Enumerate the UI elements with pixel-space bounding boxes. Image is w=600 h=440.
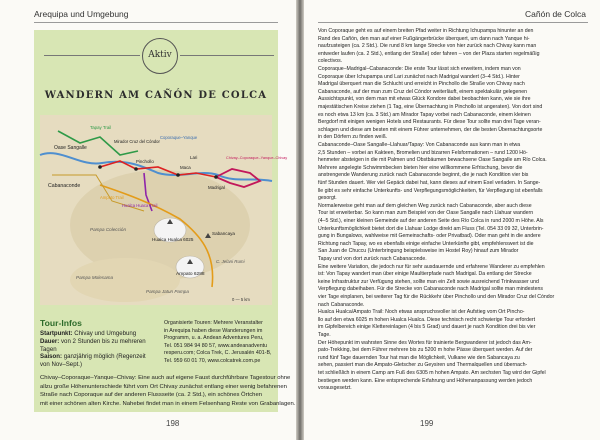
body-text-line: nach Cabanaconde. bbox=[318, 301, 365, 308]
label-ampato-trail: Ampato Trail bbox=[100, 195, 124, 200]
body-text-line: es noch etwa 13 km (ca. 3 Std.) am Mirador Tapay vorbei nach Cabanaconde, einem kleinen bbox=[318, 111, 531, 118]
tour-infos-heading: Tour-Infos bbox=[40, 318, 82, 328]
body-text-line: in den Dörfern zu finden weiß. bbox=[318, 134, 388, 141]
body-text-line: fünf Stunden dauert. Wer viel Gepäck dabei hat, kann dieses auf einem Esel verladen. In Sange- bbox=[318, 180, 541, 186]
body-text-line: Der Höhepunkt im wahrsten Sinne des Wortes für trainierte Bergwanderer ist jedoch das Am- bbox=[318, 339, 532, 346]
body-text-line: Madrigal überquert man die Schlucht und erreicht in Pinchollo die Straße von Chivay nach bbox=[318, 81, 525, 88]
running-head-right: Cañón de Colca bbox=[525, 9, 586, 19]
body-text-line: vorausgesetzt. bbox=[318, 385, 352, 392]
body-text-line: Cabanaconde, auf der man zum Cruz del Cóndor weiterläuft, einem spektakulär gelegenen bbox=[318, 88, 528, 95]
page-number-left: 198 bbox=[166, 419, 180, 428]
org-line: Organisierte Touren: Mehrere Veranstalter bbox=[164, 320, 263, 326]
body-text-line: Richtung nach Tapay, wo es ebenfalls einige einfache Unterkünfte gibt, empfehlenswert ist die bbox=[318, 240, 534, 247]
body-text-line: Coporaque über Ichupampa und Lari zunächst nach Madrigal wandert (3–4 Std.). Hinter bbox=[318, 73, 520, 80]
body-text-line: Aussichtspunkt, von dem man mit etwas Glück Kondore dabei beobachten kann, wie sie ihre bbox=[318, 96, 531, 103]
label-chivay-trail: Chivay–Coporaque–Yanque–Chivay bbox=[226, 156, 288, 160]
body-text-line: Eine weitere Variation, die jedoch nur für sehr ausdauernde und erfahrene Wanderer zu empfehlen bbox=[318, 263, 545, 270]
route-text-line: Chivay–Coporaque–Yanque–Chivay: Eine auch auf eigene Faust durchführbare Tagestour ohne bbox=[40, 375, 291, 381]
label-tapay-trail: Tapay Trail bbox=[90, 125, 112, 130]
body-text-line: llo auf den etwa 6025 m hohen Hualca Hualca. Diese technisch recht schwierige Tour erfordert bbox=[318, 316, 536, 323]
route-text-line: allzu große Höhenunterschiede führt vom Ort Chivay zunächst entlang einer wenig befahrenen bbox=[40, 383, 287, 390]
org-line: in Arequipa haben diese Wanderungen im bbox=[164, 327, 263, 334]
label-lari: Lari bbox=[190, 155, 198, 160]
left-page bbox=[0, 0, 298, 440]
route-text-line: mit einer schönen alten Kirche. Nahebei findet man in einem Felsenhang Reste von Grabanlagen. bbox=[40, 400, 296, 407]
body-text-line: Mehrere angelegte Schwimmbecken bieten hier eine willkommene Erfrischung, bevor die bbox=[318, 164, 523, 171]
header-rule-left bbox=[34, 22, 278, 23]
label-pampa-jatun: Pampa Jatun Pampa bbox=[146, 289, 189, 294]
label-pampa-coleccion: Pampa Colección bbox=[90, 227, 127, 232]
label-mirador-cruz: Mirador Cruz del Cóndor bbox=[114, 139, 160, 144]
body-text-line: Tage. bbox=[318, 332, 331, 338]
body-text-line: Coporaque–Madrigal–Cabanaconde: Die erste Tour lässt sich erweitern, indem man von bbox=[318, 66, 521, 72]
body-text-line: Cabanaconde–Oase Sangalle–Llahuar/Tapay: Von Cabanaconde aus kann man in etwa bbox=[318, 142, 521, 148]
badge-line-left bbox=[44, 55, 140, 56]
terrain-pampa bbox=[70, 258, 180, 302]
body-text-line: naufzusteigen (ca. 2 Std.). Die rund 8 km lange Strecke von hier zurück nach Chivay kann man bbox=[318, 43, 537, 50]
label-pampa-molesama: Pampa Molesama bbox=[76, 275, 114, 280]
body-text-line: im Gipfelbereich einige Klettereinlagen (4 bis 5 Grad) und dauert je nach Kondition drei bis vier bbox=[318, 324, 536, 331]
body-text-line: sehen, passiert man die Ampato-Gletscher zu Geysiren und Thermalquellen und übernach- bbox=[318, 362, 528, 369]
running-head-left: Arequipa und Umgebung bbox=[34, 9, 129, 19]
aktiv-badge-label: Aktiv bbox=[148, 50, 172, 60]
org-line: Programm, u. a. Andean Adventures Peru, bbox=[164, 335, 264, 341]
label-hualca-peak: Hualca Hualca 6025 bbox=[152, 237, 194, 242]
body-text-line: Normalerweise geht man auf dem gleichen Weg zurück nach Cabanaconde, aber auch diese bbox=[318, 202, 532, 209]
body-text-line: schlagen und diese am besten mit einem Führer unternehmen, der die besten Übernachtungsorte bbox=[318, 126, 543, 133]
route-text-line: Straße nach Coporaque auf der anderen Flussseite (ca. 2 Std.), ein schönes Örtchen bbox=[40, 392, 263, 398]
info-duration-key: Dauer: bbox=[40, 338, 60, 345]
body-text-line: entweder laufen (ca. 2 Std.), entlang der Straße) oder fahren – von der Plaza starten regelmäßig bbox=[318, 50, 540, 57]
body-text-line: lle gibt es sehr einfache Unterkunfts- und Verpflegungsmöglichkeiten, für Verpflegung ist ebenfalls bbox=[318, 187, 543, 194]
org-line: resperu.com; Colca Trek, C. Jerusalén 401-B, bbox=[164, 350, 272, 356]
header-rule-right bbox=[318, 22, 588, 23]
tour-title: WANDERN AM CAÑÓN DE COLCA bbox=[44, 90, 268, 101]
body-text-line: vier Tage einplanen, bei weiterer Tag für die Rückkehr über Pinchollo und den Mirador Cruz del Cóndor bbox=[318, 294, 555, 300]
hiking-map bbox=[40, 115, 288, 305]
body-text-line: 2,5 Stunden – vorbei an Kakteen, Bromelien und bizarren Felsformationen – rund 1200 Hö- bbox=[318, 149, 528, 156]
info-start bbox=[40, 330, 156, 338]
body-text-line: Verpflegung dabeihaben. Für die Strecke von Cabanaconde nach Madrigal sollte man mindestens bbox=[318, 286, 543, 293]
label-ampato: Ampato 6288 bbox=[176, 272, 205, 277]
town-madrigal bbox=[214, 175, 218, 179]
page-number-right: 199 bbox=[420, 419, 434, 428]
body-text-line: majestätischen Kreise ziehen (1 Tag, eine Übernachtung in Pinchollo ist angeraten). Von dort sind bbox=[318, 104, 543, 110]
body-text-line: anstrengende Wanderung zurück nach Cabanaconde beginnt, die je nach Kondition vier bis bbox=[318, 172, 529, 179]
body-text-line: San Juan de Chuccu (Unterbringung beispielsweise im Hostel Roy) hinauf zum Mirador bbox=[318, 248, 519, 255]
body-text-line: pato-Trekking, bei dem Führer mehrere bis zu 5200 m hohe Pässe überquert werden. Auf der bbox=[318, 347, 533, 354]
town-maca bbox=[176, 173, 180, 177]
label-scale: 0 — 5 km bbox=[232, 297, 250, 302]
label-cabanaconde: Cabanaconde bbox=[48, 183, 81, 189]
org-line: Tel. 051 984 94 80 57, www.andeanadventu bbox=[164, 342, 268, 349]
body-text-line: Rand des Cañón, den man auf einer Fußgängerbrücke überquert, um dann nach Yanque hi- bbox=[318, 35, 530, 42]
body-text-line: Unterkunftsmöglichkeit bietet dort die Llahuar Lodge direkt am Fluss (Tel. 054 33 09 32, Unterbrin- bbox=[318, 225, 544, 232]
body-text-line: Bergdorf mit einigen wenigen Hotels und Restaurants. Für diese Tour sollte man drei Tage veran- bbox=[318, 119, 541, 126]
body-text-line: tet schließlich in einem Camp am Fuß des 6305 m hohen Ampato. Am sechsten Tag wird der Gipfel bbox=[318, 370, 546, 376]
body-text-line: Von Coporaque geht es auf einem breiten Pfad weiter in Richtung Ichupampa hinunter an den bbox=[318, 28, 534, 34]
label-jelani: C. Jelani Rumi bbox=[216, 259, 245, 264]
label-hualca-trail: Hualca Huaca Trail bbox=[122, 203, 158, 208]
body-text-line: Tour ist erweiterbar. So kann man zum Beispiel von der Oase Sangalle nach Llahuar wandern bbox=[318, 210, 534, 217]
label-pinchollo: Pinchollo bbox=[136, 159, 154, 164]
town-pinchollo bbox=[134, 167, 138, 171]
label-oase-sangalle: Oase Sangalle bbox=[54, 145, 87, 151]
label-madrigal: Madrigal bbox=[208, 185, 225, 190]
info-start-value: Chivay und Umgebung bbox=[72, 330, 137, 337]
org-line: Tel. 959 60 01 70, www.colcatrek.com.pe bbox=[164, 357, 261, 364]
label-coporaque-yanque: Coporaque–Yanque bbox=[160, 135, 198, 140]
info-start-key: Startpunkt: bbox=[40, 330, 73, 337]
body-text-line: Hualca Hualca/Ampato Trail: Noch etwas anspruchsvoller ist der Aufstieg vom Ort Pincho- bbox=[318, 309, 525, 316]
body-text-line: colectivos. bbox=[318, 58, 343, 65]
info-season-key: Saison: bbox=[40, 353, 63, 360]
label-maca: Maca bbox=[180, 165, 191, 170]
badge-line-right bbox=[180, 55, 274, 56]
body-text-line: (4–5 Std.), einer kleinen Gemeinde auf der anderen Seite des Río Colca in rund 2000 m Höhe. Als bbox=[318, 218, 544, 224]
label-sabancaya: Sabancaya bbox=[212, 231, 235, 236]
body-text-line: rund fünf Tage dauernden Tour hat man die Möglichkeit, Vulkane wie den Sabancaya zu bbox=[318, 354, 520, 361]
body-text-line: henmeter absteigen in die mit Palmen und Obstbäumen bewachsene Oase Sangalle am Río Colca. bbox=[318, 157, 547, 164]
body-text-line: Tapay und von dort zurück nach Cabanaconde. bbox=[318, 256, 427, 262]
info-season-value: ganzjährig möglich (Regenzeit von Nov–Sept.) bbox=[40, 353, 146, 368]
info-season bbox=[40, 353, 156, 368]
body-text-line: ist: Von Tapay wandert man über einige Maultierpfade nach Madrigal. Da entlang der Strecke bbox=[318, 271, 532, 278]
info-duration-value: von 2 Stunden bis zu mehreren Tagen bbox=[40, 338, 146, 353]
aktiv-badge bbox=[142, 38, 178, 74]
info-duration bbox=[40, 338, 156, 353]
town-cabanaconde bbox=[98, 165, 102, 169]
book-gutter bbox=[296, 0, 304, 440]
body-text-line: bestiegen werden kann. Eine entsprechende Erfahrung und Höhenanpassung werden jedoch bbox=[318, 377, 533, 384]
body-text-line: gung in Bungalows, wahlweise mit Gemeinschafts- oder Privatbad). Oder man geht in die andere bbox=[318, 233, 541, 240]
body-text-line: keine Infrastruktur zur Verfügung stehen, sollte man ein Zelt sowie ausreichend Trinkwasser und bbox=[318, 278, 539, 285]
body-text-line: gesorgt. bbox=[318, 195, 337, 202]
